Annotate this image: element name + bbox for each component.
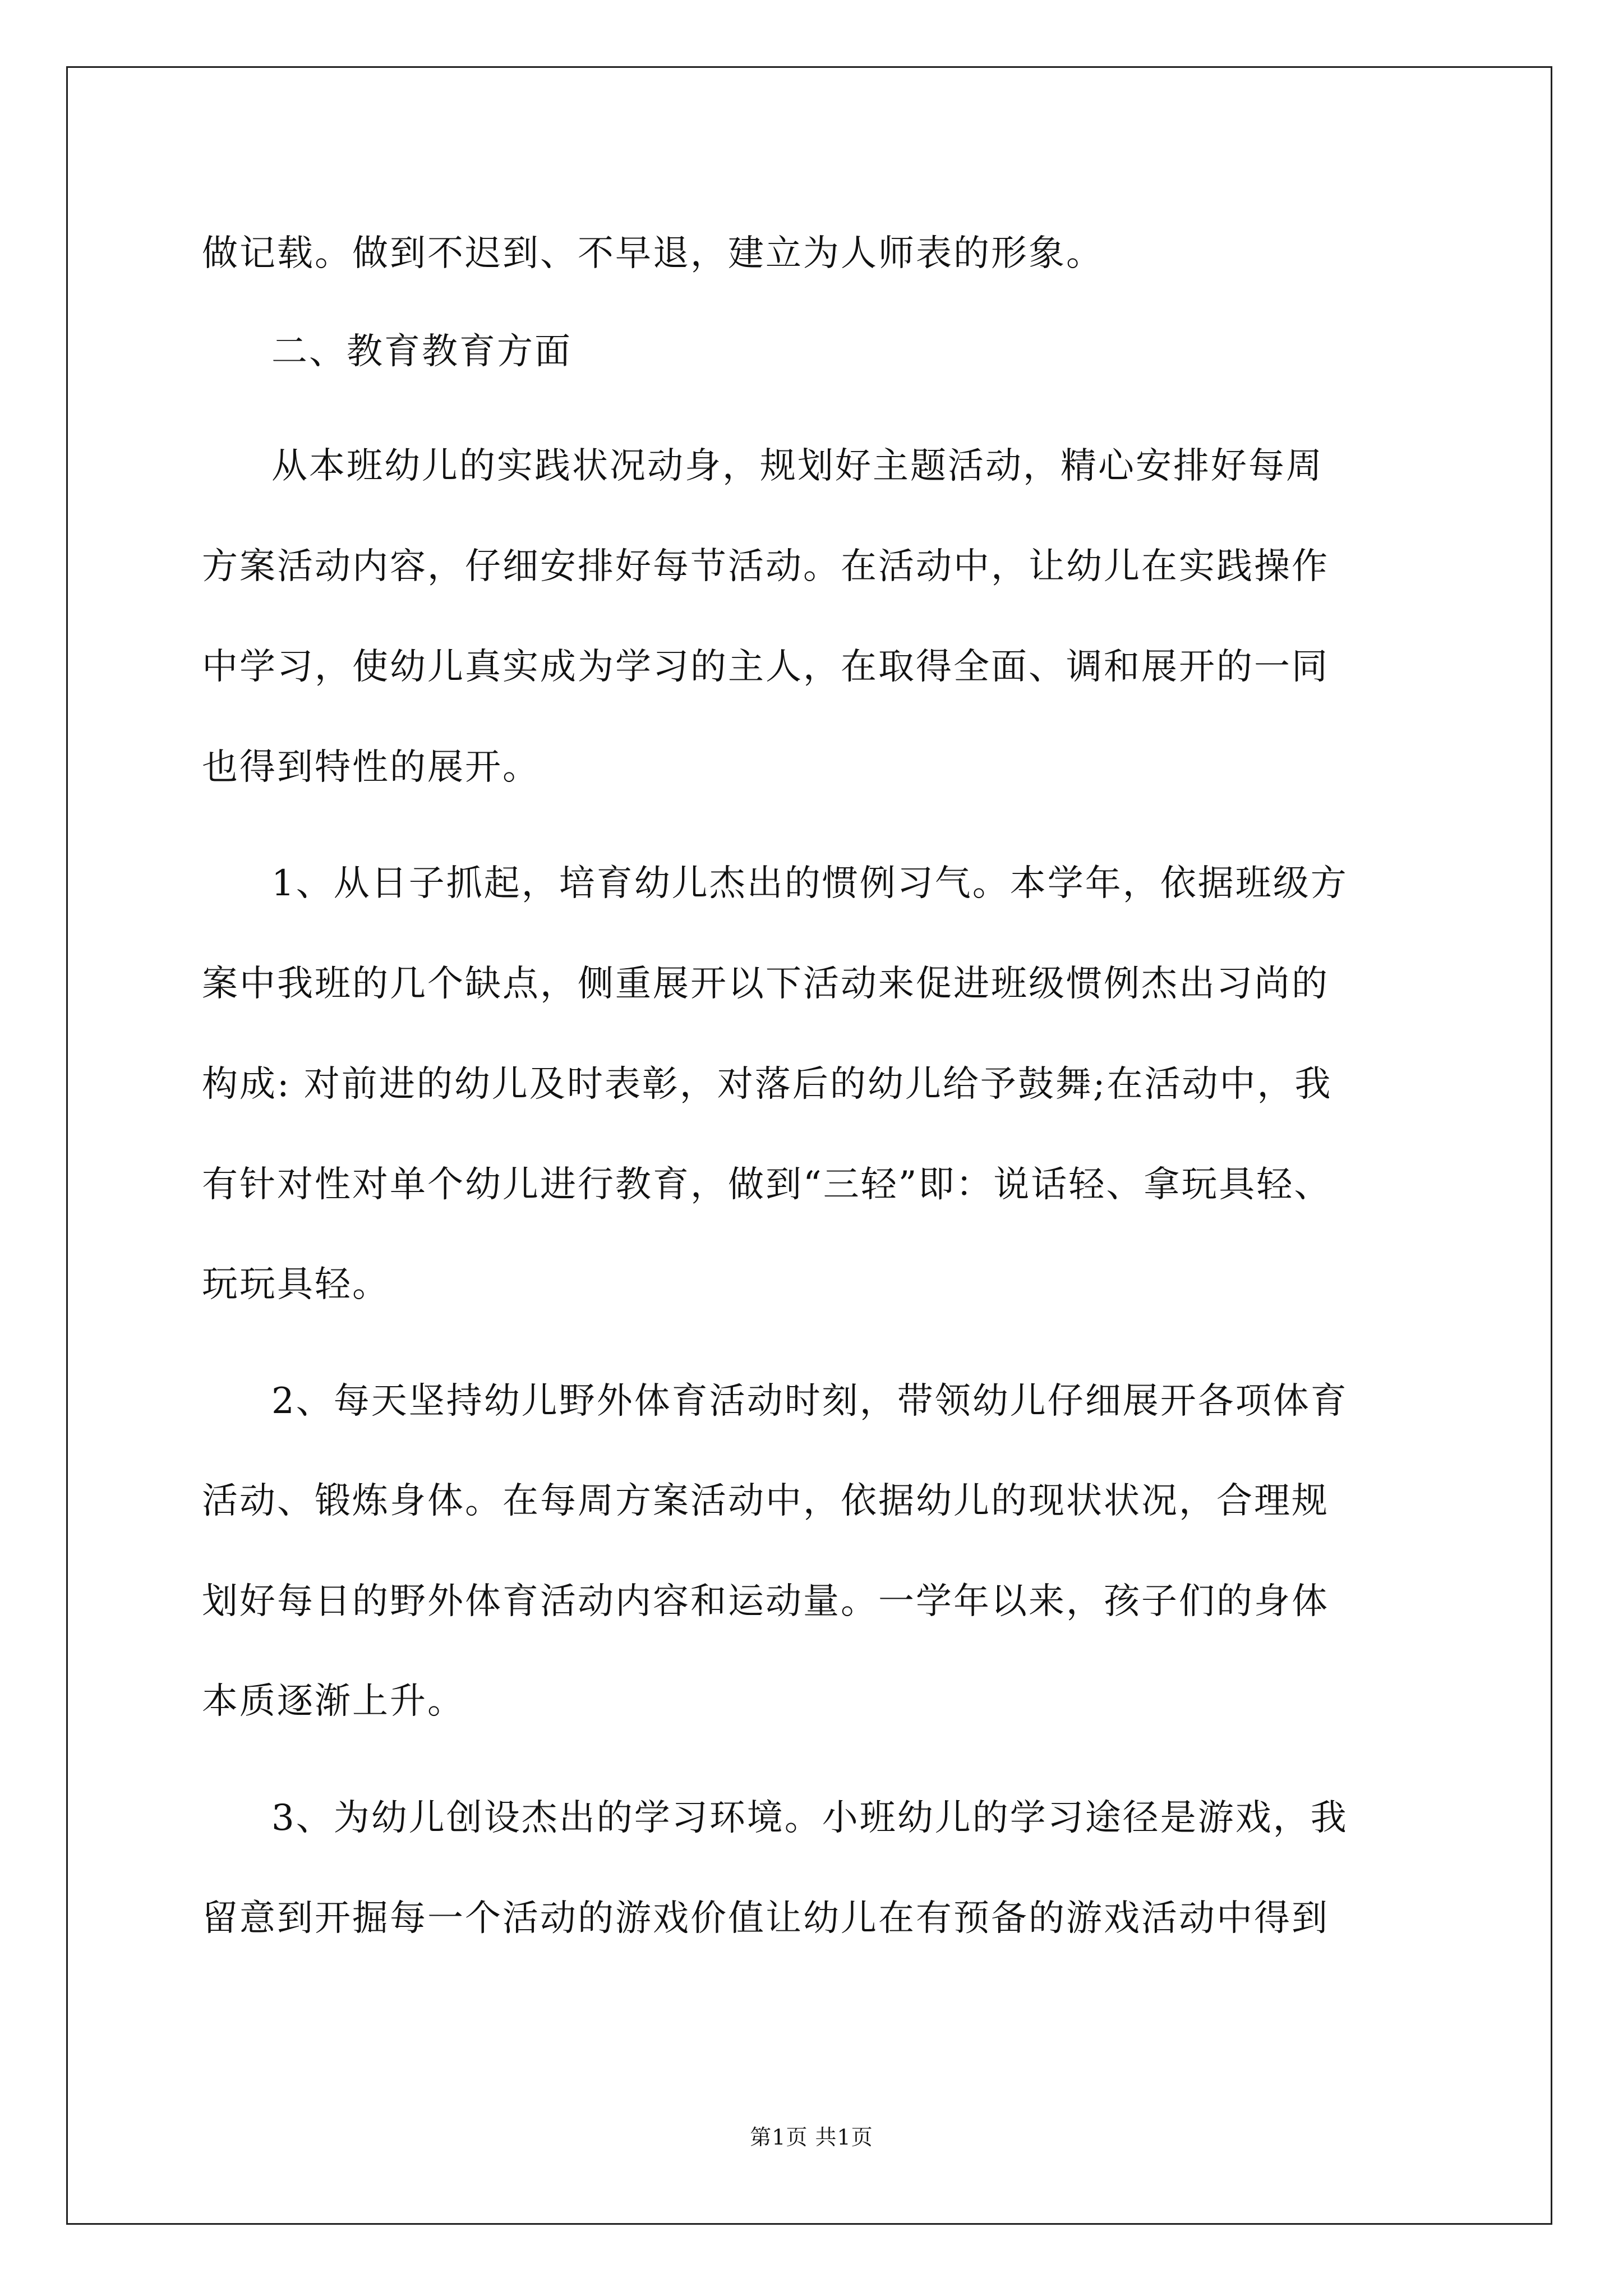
list-item-2-line-2: 活动、锻炼身体。在每周方案活动中，依据幼儿的现状状况，合理规	[202, 1480, 1329, 1522]
list-item-1-line-5: 玩玩具轻。	[202, 1264, 390, 1305]
list-item-2-line-3: 划好每日的野外体育活动内容和运动量。一学年以来，孩子们的身体	[202, 1581, 1329, 1622]
list-item-3-line-2: 留意到开掘每一个活动的游戏价值让幼儿在有预备的游戏活动中得到	[202, 1898, 1329, 1939]
list-item-1-line-2: 案中我班的几个缺点，侧重展开以下活动来促进班级惯例杰出习尚的	[202, 963, 1329, 1005]
list-item-1-line-4: 有针对性对单个幼儿进行教育，做到“三轻”即：说话轻、拿玩具轻、	[202, 1164, 1332, 1205]
text-line-4: 方案活动内容，仔细安排好每节活动。在活动中，让幼儿在实践操作	[202, 546, 1329, 587]
list-item-1-line-1: 1、从日子抓起，培育幼儿杰出的惯例习气。本学年，依据班级方	[271, 863, 1348, 904]
list-item-3-line-1: 3、为幼儿创设杰出的学习环境。小班幼儿的学习途径是游戏，我	[271, 1797, 1348, 1839]
list-item-2-line-4: 本质逐渐上升。	[202, 1681, 465, 1722]
text-line-6: 也得到特性的展开。	[202, 747, 540, 788]
text-line-1: 做记载。做到不迟到、不早退，建立为人师表的形象。	[202, 233, 1104, 274]
text-line-3: 从本班幼儿的实践状况动身，规划好主题活动，精心安排好每周	[271, 445, 1324, 487]
list-item-1-line-3: 构成: 对前进的幼儿及时表彰，对落后的幼儿给予鼓舞;在活动中，我	[202, 1064, 1332, 1105]
page-number-footer: 第1页 共1页	[750, 2125, 873, 2150]
list-item-2-line-1: 2、每天坚持幼儿野外体育活动时刻，带领幼儿仔细展开各项体育	[271, 1381, 1348, 1422]
section-heading-education: 二、教育教育方面	[271, 331, 572, 372]
text-line-5: 中学习，使幼儿真实成为学习的主人，在取得全面、调和展开的一同	[202, 646, 1329, 688]
